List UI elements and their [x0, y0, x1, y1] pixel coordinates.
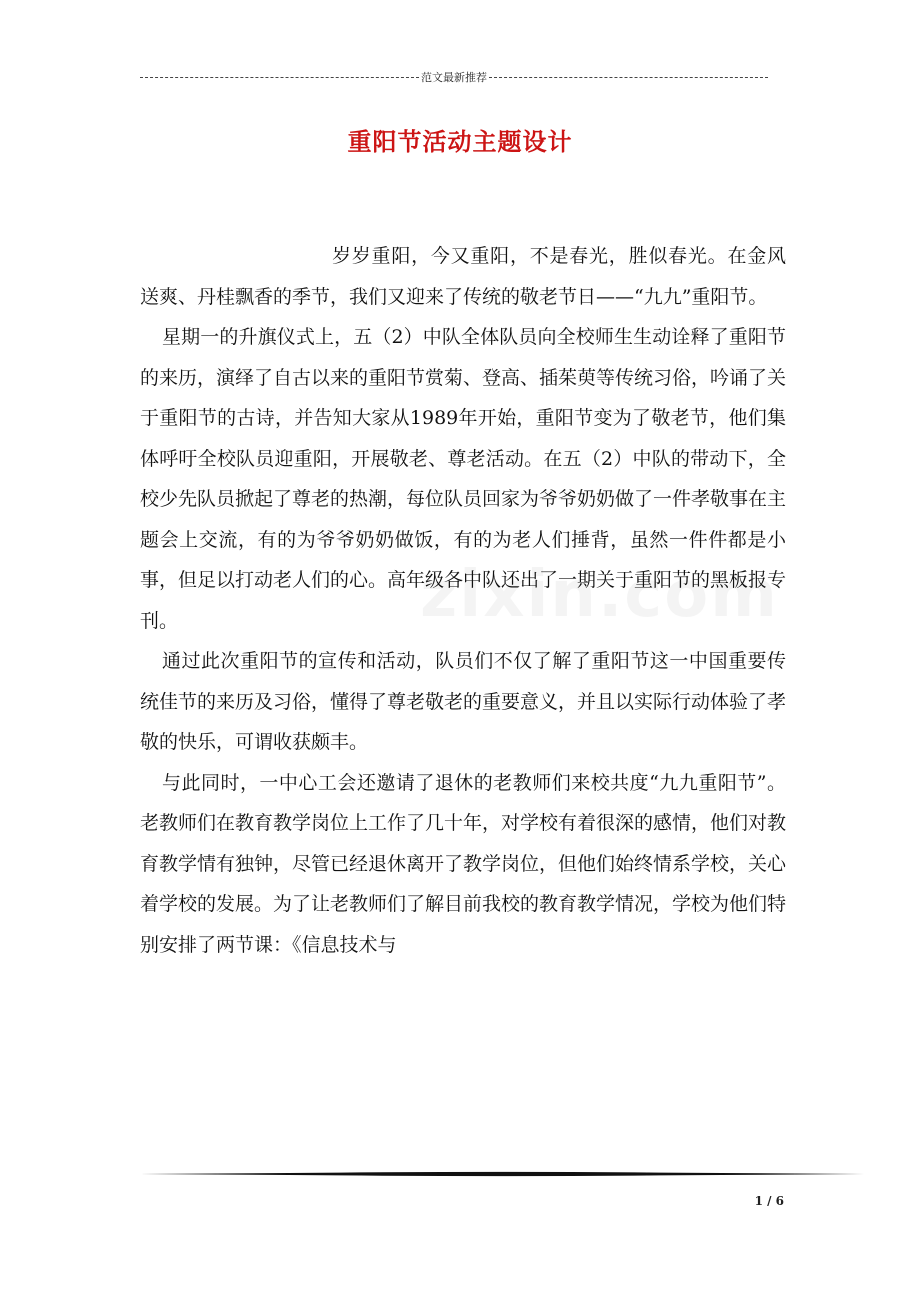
header-dash-right: [489, 77, 768, 78]
paragraph-3: 通过此次重阳节的宣传和活动，队员们不仅了解了重阳节这一中国重要传统佳节的来历及习俗，懂得了尊老敬老的重要意义，并且以实际行动体验了孝敬的快乐，可谓收获颇丰。: [140, 650, 787, 753]
paragraph-1: 岁岁重阳，今又重阳，不是春光，胜似春光。在金风送爽、丹桂飘香的季节，我们又迎来了传统的敬老节日——“九九”重阳节。: [140, 245, 786, 308]
page-header: [140, 68, 768, 86]
paragraph-2: 星期一的升旗仪式上，五（2）中队全体队员向全校师生生动诠释了重阳节的来历，演绎了自古以来的重阳节赏菊、登高、插茱萸等传统习俗，吟诵了关于重阳节的古诗，并告知大家从1989年开始，重阳节变为了敬老节，他们集体呼吁全校队员迎重阳，开展敬老、尊老活动。在五（2）中队的带动下，全校少先队员掀起了尊老的热潮，每位队员回家为爷爷奶奶做了一件孝敬事在主题会上交流，有的为爷爷奶奶做饭，有的为老人们捶背，虽然一件件都是小事，但足以打动老人们的心。高年级各中队还出了一期关于重阳节的黑板报专刊。: [140, 326, 787, 632]
document-title: 重阳节活动主题设计: [347, 127, 573, 156]
page-number: 1 / 6: [754, 1194, 784, 1208]
footer-rule: [140, 1170, 864, 1178]
document-body: [140, 236, 786, 965]
header-dash-left: [140, 77, 419, 78]
header-label: 范文最新推荐: [421, 71, 487, 84]
paragraph-4: 与此同时，一中心工会还邀请了退休的老教师们来校共度“九九重阳节”。老教师们在教育教学岗位上工作了几十年，对学校有着很深的感情，他们对教育教学情有独钟，尽管已经退休离开了教学岗位，但他们始终情系学校，关心着学校的发展。为了让老教师们了解目前我校的教育教学情况，学校为他们特别安排了两节课：《信息技术与: [140, 771, 787, 956]
